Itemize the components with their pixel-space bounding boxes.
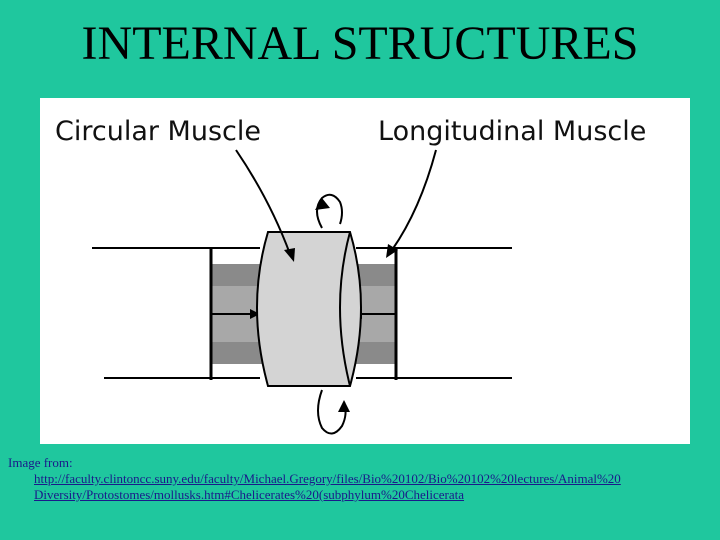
source-label: Image from: [8,455,73,470]
circular-muscle-label: Circular Muscle [55,116,261,147]
slide-title: INTERNAL STRUCTURES [81,17,639,70]
longitudinal-muscle-label: Longitudinal Muscle [378,116,647,147]
source-link-line2[interactable]: Diversity/Protostomes/mollusks.htm#Chelicerates%20(subphylum%20Chelicerata [34,487,465,502]
source-link-line1[interactable]: http://faculty.clintoncc.suny.edu/faculty/Michael.Gregory/files/Bio%20102/Bio%20102%20lectures/Animal%20 [34,471,621,486]
image-source-note [8,455,714,503]
